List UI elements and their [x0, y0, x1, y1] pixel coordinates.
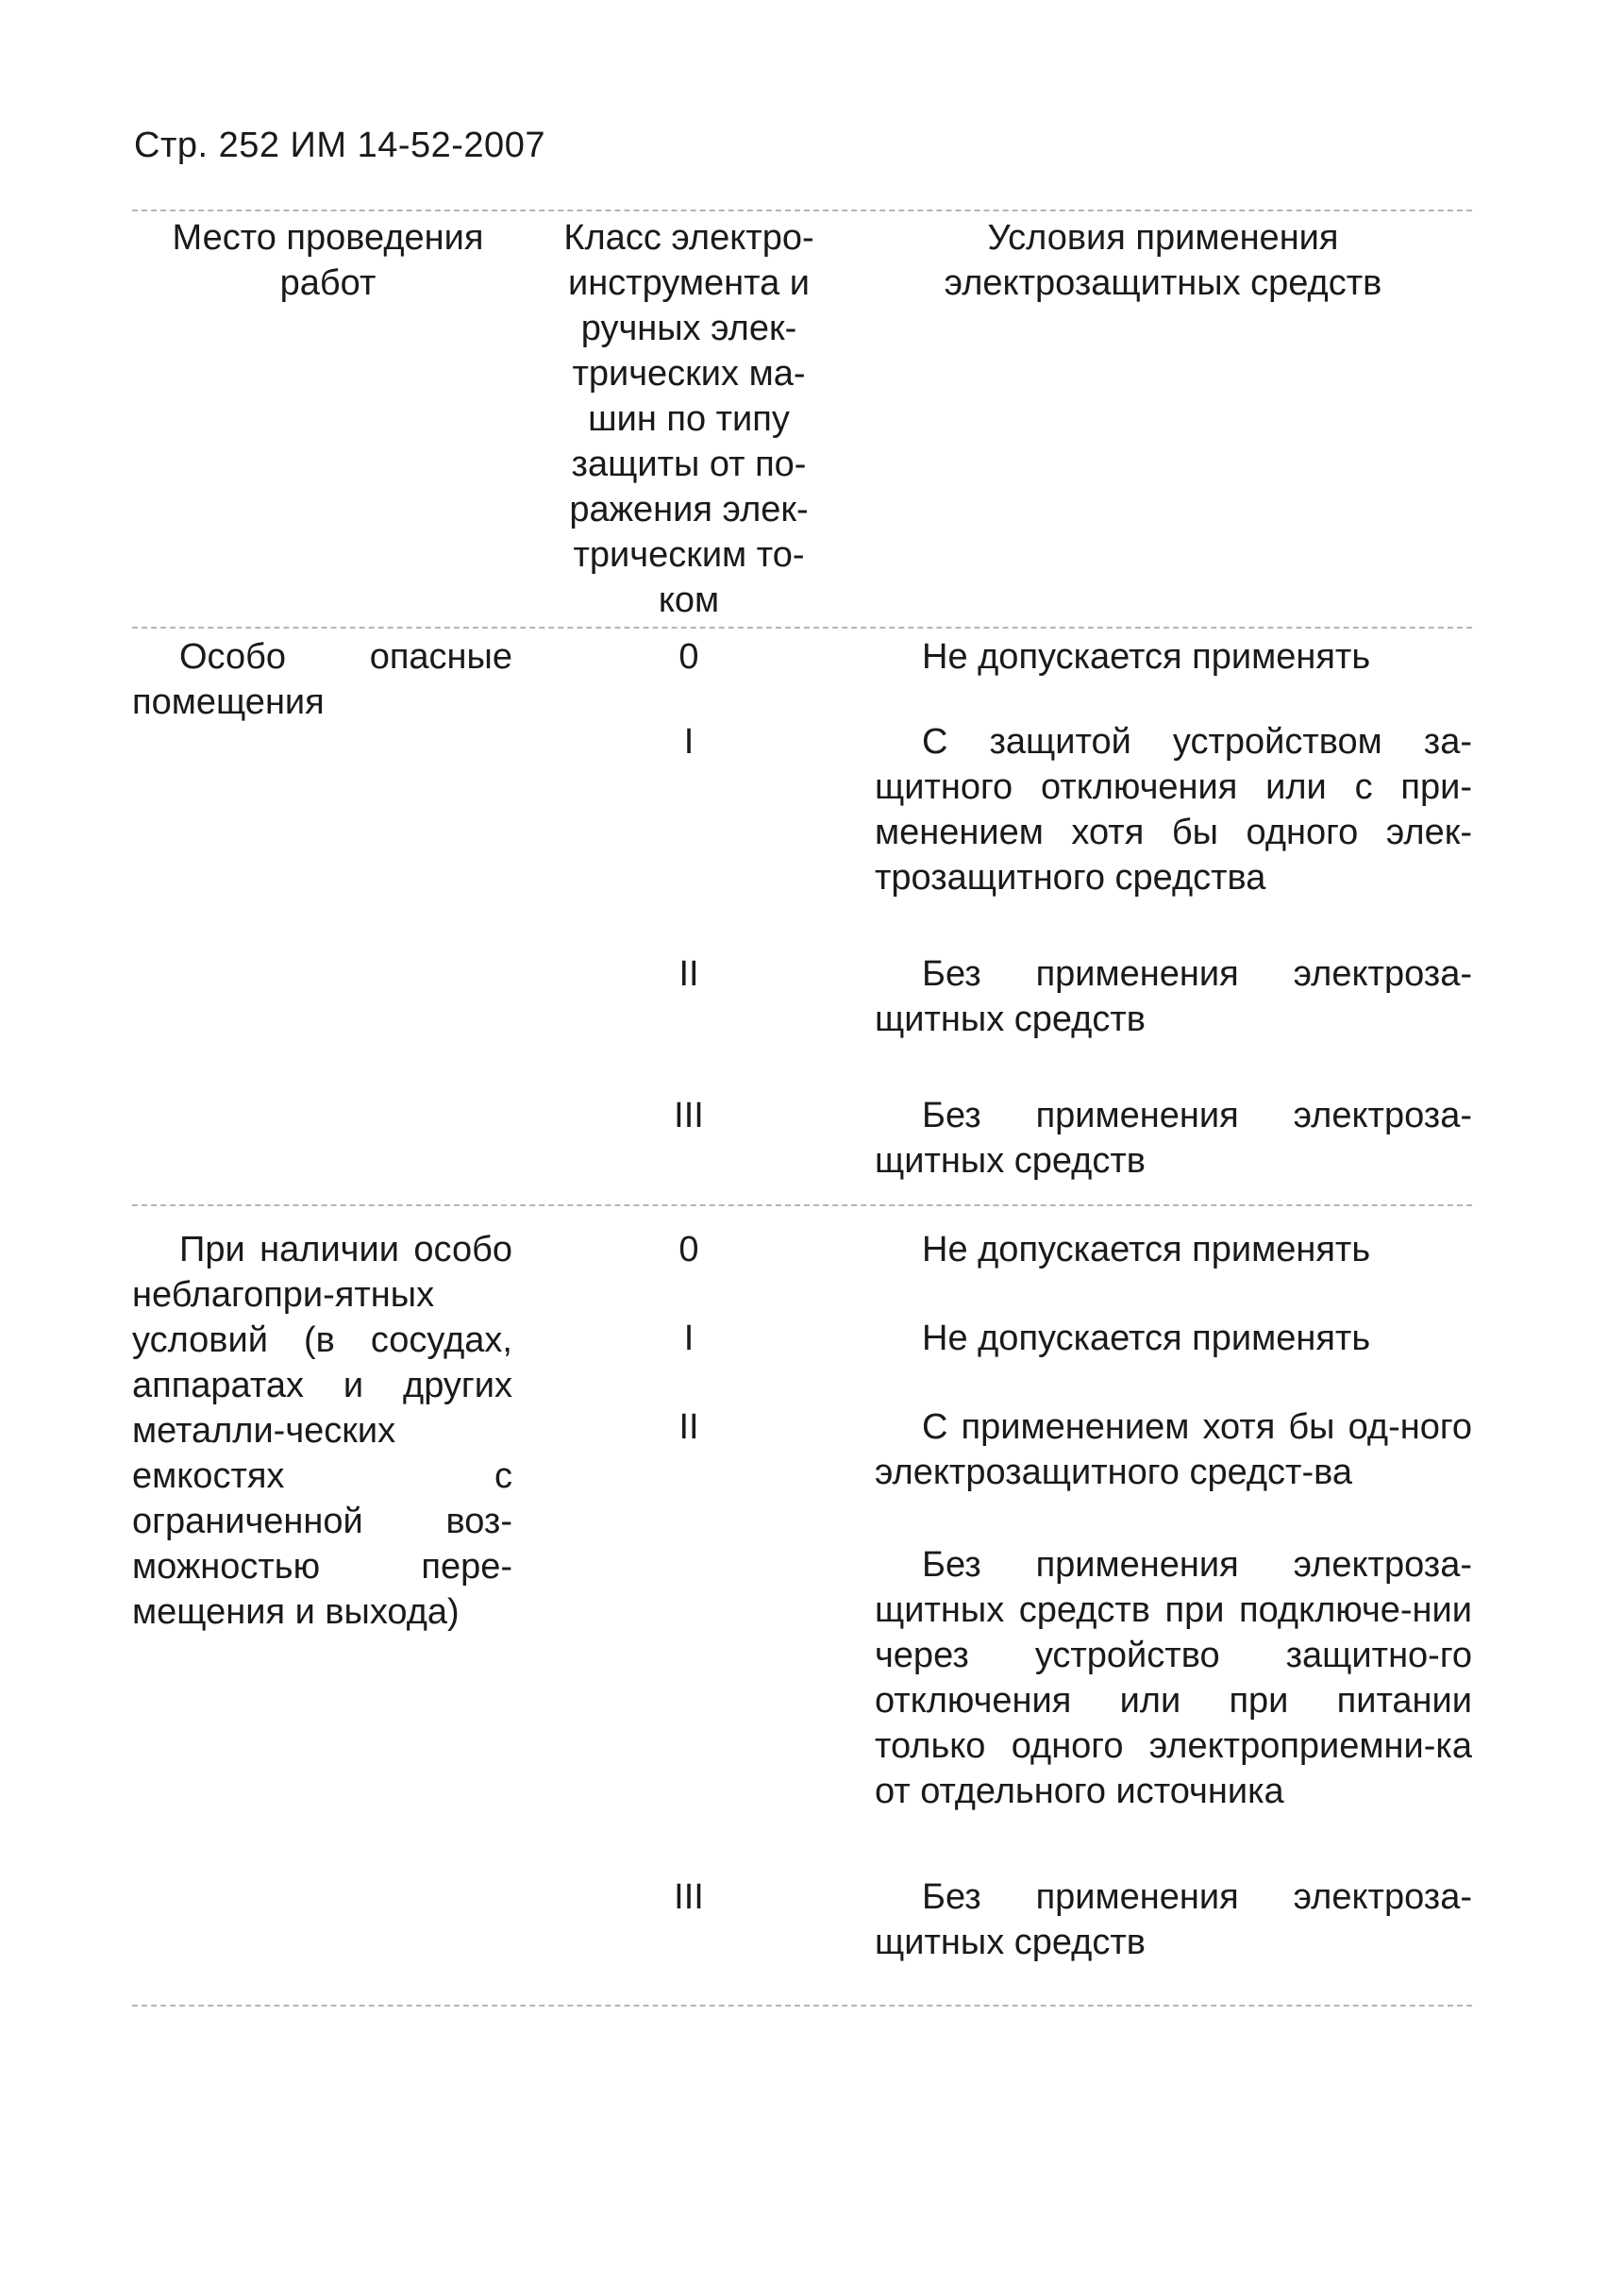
row-class: II [678, 1407, 699, 1447]
row-class: II [678, 954, 699, 994]
table-row [524, 634, 1472, 680]
group2-rows [524, 1227, 1472, 1965]
row-class: I [683, 1319, 695, 1358]
table-row [524, 1874, 1472, 1965]
table-row [524, 951, 1472, 1042]
row-class: I [683, 722, 695, 762]
row-class: 0 [678, 1230, 699, 1269]
table-row [524, 1093, 1472, 1184]
group1-place: Особо опасные помещения [132, 637, 512, 722]
table-row [524, 1227, 1472, 1272]
group2-place: При наличии особо неблагопри-ятных условий (в сосудах, аппаратах и других металли-ческих емкостях с ограниченной воз-можностью пере-мещения и выхода) [132, 1230, 512, 1632]
row-condition: Без применения электроза-щитных средств [875, 954, 1472, 1039]
row-class: III [674, 1096, 704, 1135]
row-condition: Без применения электроза-щитных средств [875, 1096, 1472, 1181]
table-header-row [132, 211, 1472, 623]
table-bottom-rule [132, 2005, 1472, 2007]
row-condition: Не допускается применять [922, 637, 1371, 677]
group-1 [132, 629, 1472, 1184]
row-condition: С применением хотя бы од-ного электрозащитного средст-ва [875, 1407, 1472, 1492]
table-row [524, 1316, 1472, 1361]
row-condition: Не допускается применять [922, 1319, 1371, 1358]
group-2 [132, 1206, 1472, 1965]
page-header: Стр. 252 ИМ 14-52-2007 [134, 126, 545, 165]
row-condition-group [854, 1404, 1472, 1814]
document-table [132, 210, 1472, 2007]
row-condition-alt: Без применения электроза-щитных средств при подключе-нии через устройство защитно-го отключения или при питании только одного электроприемни-ка от отдельного источника [875, 1545, 1472, 1811]
header-conditions: Условия применения электрозащитных средств [944, 218, 1382, 303]
header-class: Класс электро-инструмента и ручных элек-трических ма-шин по типу защиты от по-ражения элек-трическим то-ком [563, 218, 814, 620]
group1-rows [524, 634, 1472, 1184]
row-condition: С защитой устройством за-щитного отключения или с при-менением хотя бы одного элек-трозащитного средства [875, 722, 1472, 898]
header-place: Место проведения работ [172, 218, 484, 303]
table-row [524, 719, 1472, 900]
row-class: III [674, 1877, 704, 1917]
table-row [524, 1404, 1472, 1814]
row-class: 0 [678, 637, 699, 677]
row-condition: Без применения электроза-щитных средств [875, 1877, 1472, 1962]
row-condition: Не допускается применять [922, 1230, 1371, 1269]
